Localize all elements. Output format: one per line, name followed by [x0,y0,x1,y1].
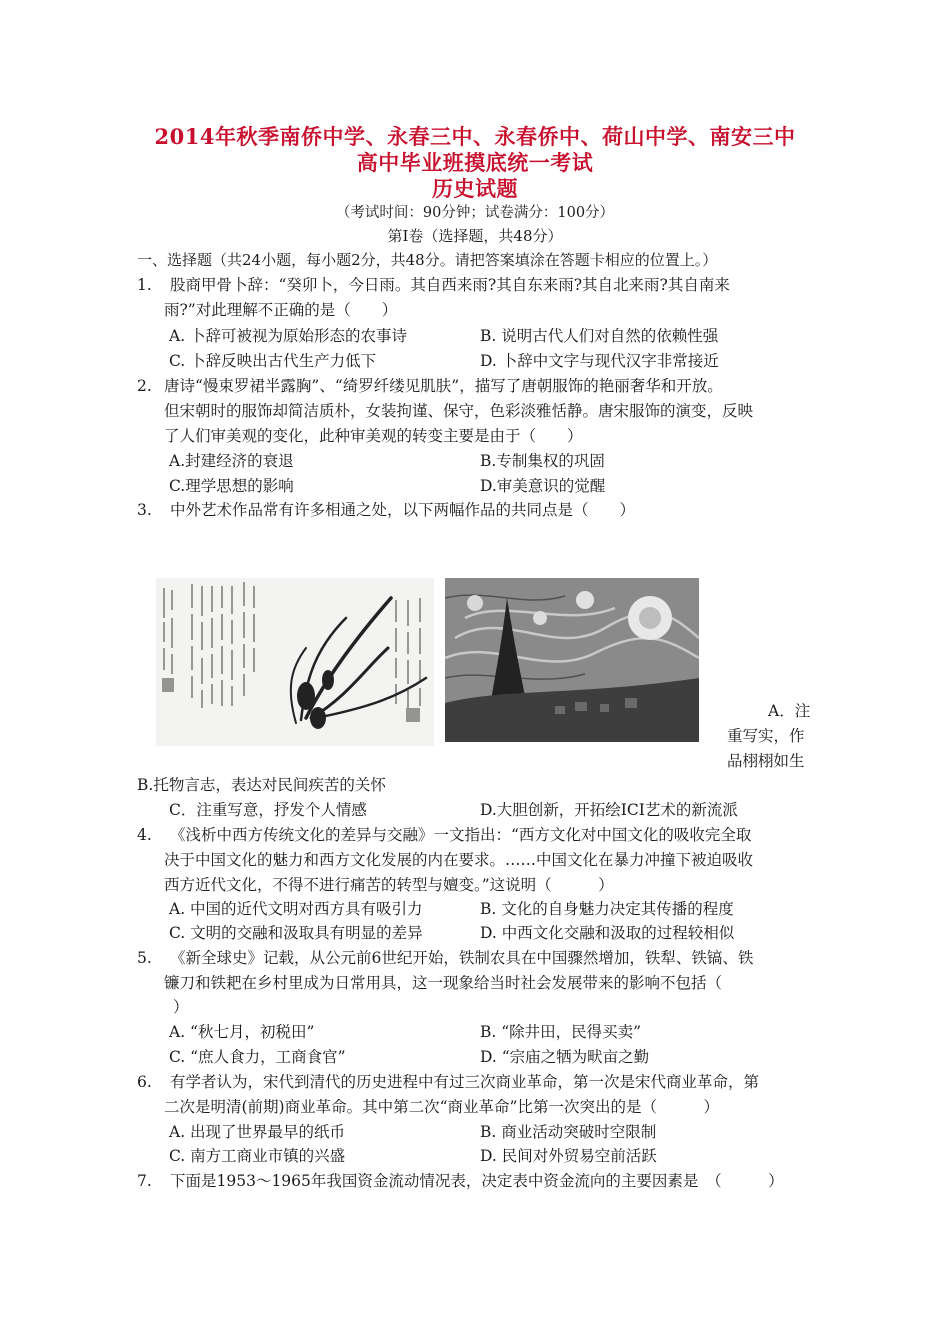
option-b: B. 说明古代人们对自然的依赖性强 [480,327,719,345]
option-c: C.理学思想的影响 [169,477,294,495]
exam-title-line2: 高中毕业班摸底统一考试 [356,150,594,175]
option-b: B. 商业活动突破时空限制 [480,1123,657,1141]
option-a: A. “秋七月，初税田” [169,1023,315,1041]
question-text: 西方近代文化，不得不进行痛苦的转型与嬗变。”这说明（ ） [164,876,614,894]
question-text: 《新全球史》记载，从公元前6世纪开始，铁制农具在中国骤然增加，铁犁、铁镐、铁 [170,949,754,967]
option-b: B. “除井田，民得买卖” [480,1023,642,1041]
question-number: 1. [137,276,152,294]
option-a: A．注 [768,702,811,720]
option-a: A. 卜辞可被视为原始形态的农事诗 [169,327,408,345]
question-text: 了人们审美观的变化，此种审美观的转变主要是由于（ ） [164,427,583,445]
question-number: 6. [137,1073,152,1091]
question-number: 2. [137,377,152,395]
question-text: 《浅析中西方传统文化的差异与交融》一文指出：“西方文化对中国文化的吸收完全取 [170,826,752,844]
question-number: 3. [137,501,152,519]
question-text: 股商甲骨卜辞：“癸卯卜，今日雨。其自西来雨?其自东来雨?其自北来雨?其自南来 [170,276,730,294]
question-text: 镰刀和铁耙在乡村里成为日常用具，这一现象给当时社会发展带来的影响不包括（ [164,974,723,992]
starry-night-icon [445,578,699,742]
option-c: C. 卜辞反映出古代生产力低下 [169,352,377,370]
option-a: A. 出现了世界最早的纸币 [169,1123,346,1141]
option-d: D. 民间对外贸易空前活跃 [480,1147,657,1165]
option-a: A. 中国的近代文明对西方具有吸引力 [169,900,423,918]
option-b: B.托物言志，表达对民间疾苦的关怀 [137,776,386,794]
exam-info: （考试时间：90分钟；试卷满分：100分） [335,205,615,221]
volume-heading: 第Ⅰ卷（选择题，共48分） [387,227,563,245]
starry-night-painting-image [445,578,699,742]
option-a-continued: 重写实，作 [727,727,805,745]
question-text: 二次是明清(前期)商业革命。其中第二次“商业革命”比第一次突出的是（ ） [164,1098,719,1116]
section-heading: 一、选择题（共24小题，每小题2分，共48分。请把答案填涂在答题卡相应的位置上。） [137,251,718,269]
ink-orchid-calligraphy-icon [156,578,434,746]
option-a-continued: 品栩栩如生 [727,752,805,770]
exam-subject-title: 历史试题 [432,176,518,201]
question-text: ） [173,998,189,1016]
option-d: D. “宗庙之牺为畎亩之勤 [480,1048,650,1066]
exam-title-line1: 2014年秋季南侨中学、永春三中、永春侨中、荷山中学、南安三中 [154,124,796,149]
question-number: 4. [137,826,152,844]
question-text: 雨?”对此理解不正确的是（ ） [164,301,398,319]
question-text: 唐诗“慢束罗裙半露胸”、“绮罗纤缕见肌肤”，描写了唐朝服饰的艳丽奢华和开放。 [164,377,723,395]
question-text: 有学者认为，宋代到清代的历史进程中有过三次商业革命，第一次是宋代商业革命，第 [170,1073,760,1091]
option-a: A.封建经济的衰退 [169,452,294,470]
option-b: B. 文化的自身魅力决定其传播的程度 [480,900,734,918]
option-d: D.审美意识的觉醒 [480,477,606,495]
question-text: 但宋朝时的服饰却简洁质朴，女装拘谨、保守，色彩淡雅恬静。唐宋服饰的演变，反映 [164,402,754,420]
option-d: D. 卜辞中文字与现代汉字非常接近 [480,352,719,370]
option-c: C. 文明的交融和汲取具有明显的差异 [169,924,423,942]
ink-orchid-painting-image [156,578,434,746]
option-c: C. “庶人食力，工商食官” [169,1048,346,1066]
option-d: D.大胆创新，开拓绘ICI艺术的新流派 [480,801,738,819]
question-text: 决于中国文化的魅力和西方文化发展的内在要求。……中国文化在暴力冲撞下被迫吸收 [164,851,754,869]
option-d: D. 中西文化交融和汲取的过程较相似 [480,924,735,942]
option-b: B.专制集权的巩固 [480,452,605,470]
question-number: 5. [137,949,152,967]
option-c: C. 南方工商业市镇的兴盛 [169,1147,346,1165]
question-text: 下面是1953～1965年我国资金流动情况表，决定表中资金流向的主要因素是 （ ） [170,1172,784,1190]
option-c: C．注重写意，抒发个人情感 [169,801,367,819]
question-text: 中外艺术作品常有许多相通之处，以下两幅作品的共同点是（ ） [170,501,636,519]
question-number: 7. [137,1172,152,1190]
